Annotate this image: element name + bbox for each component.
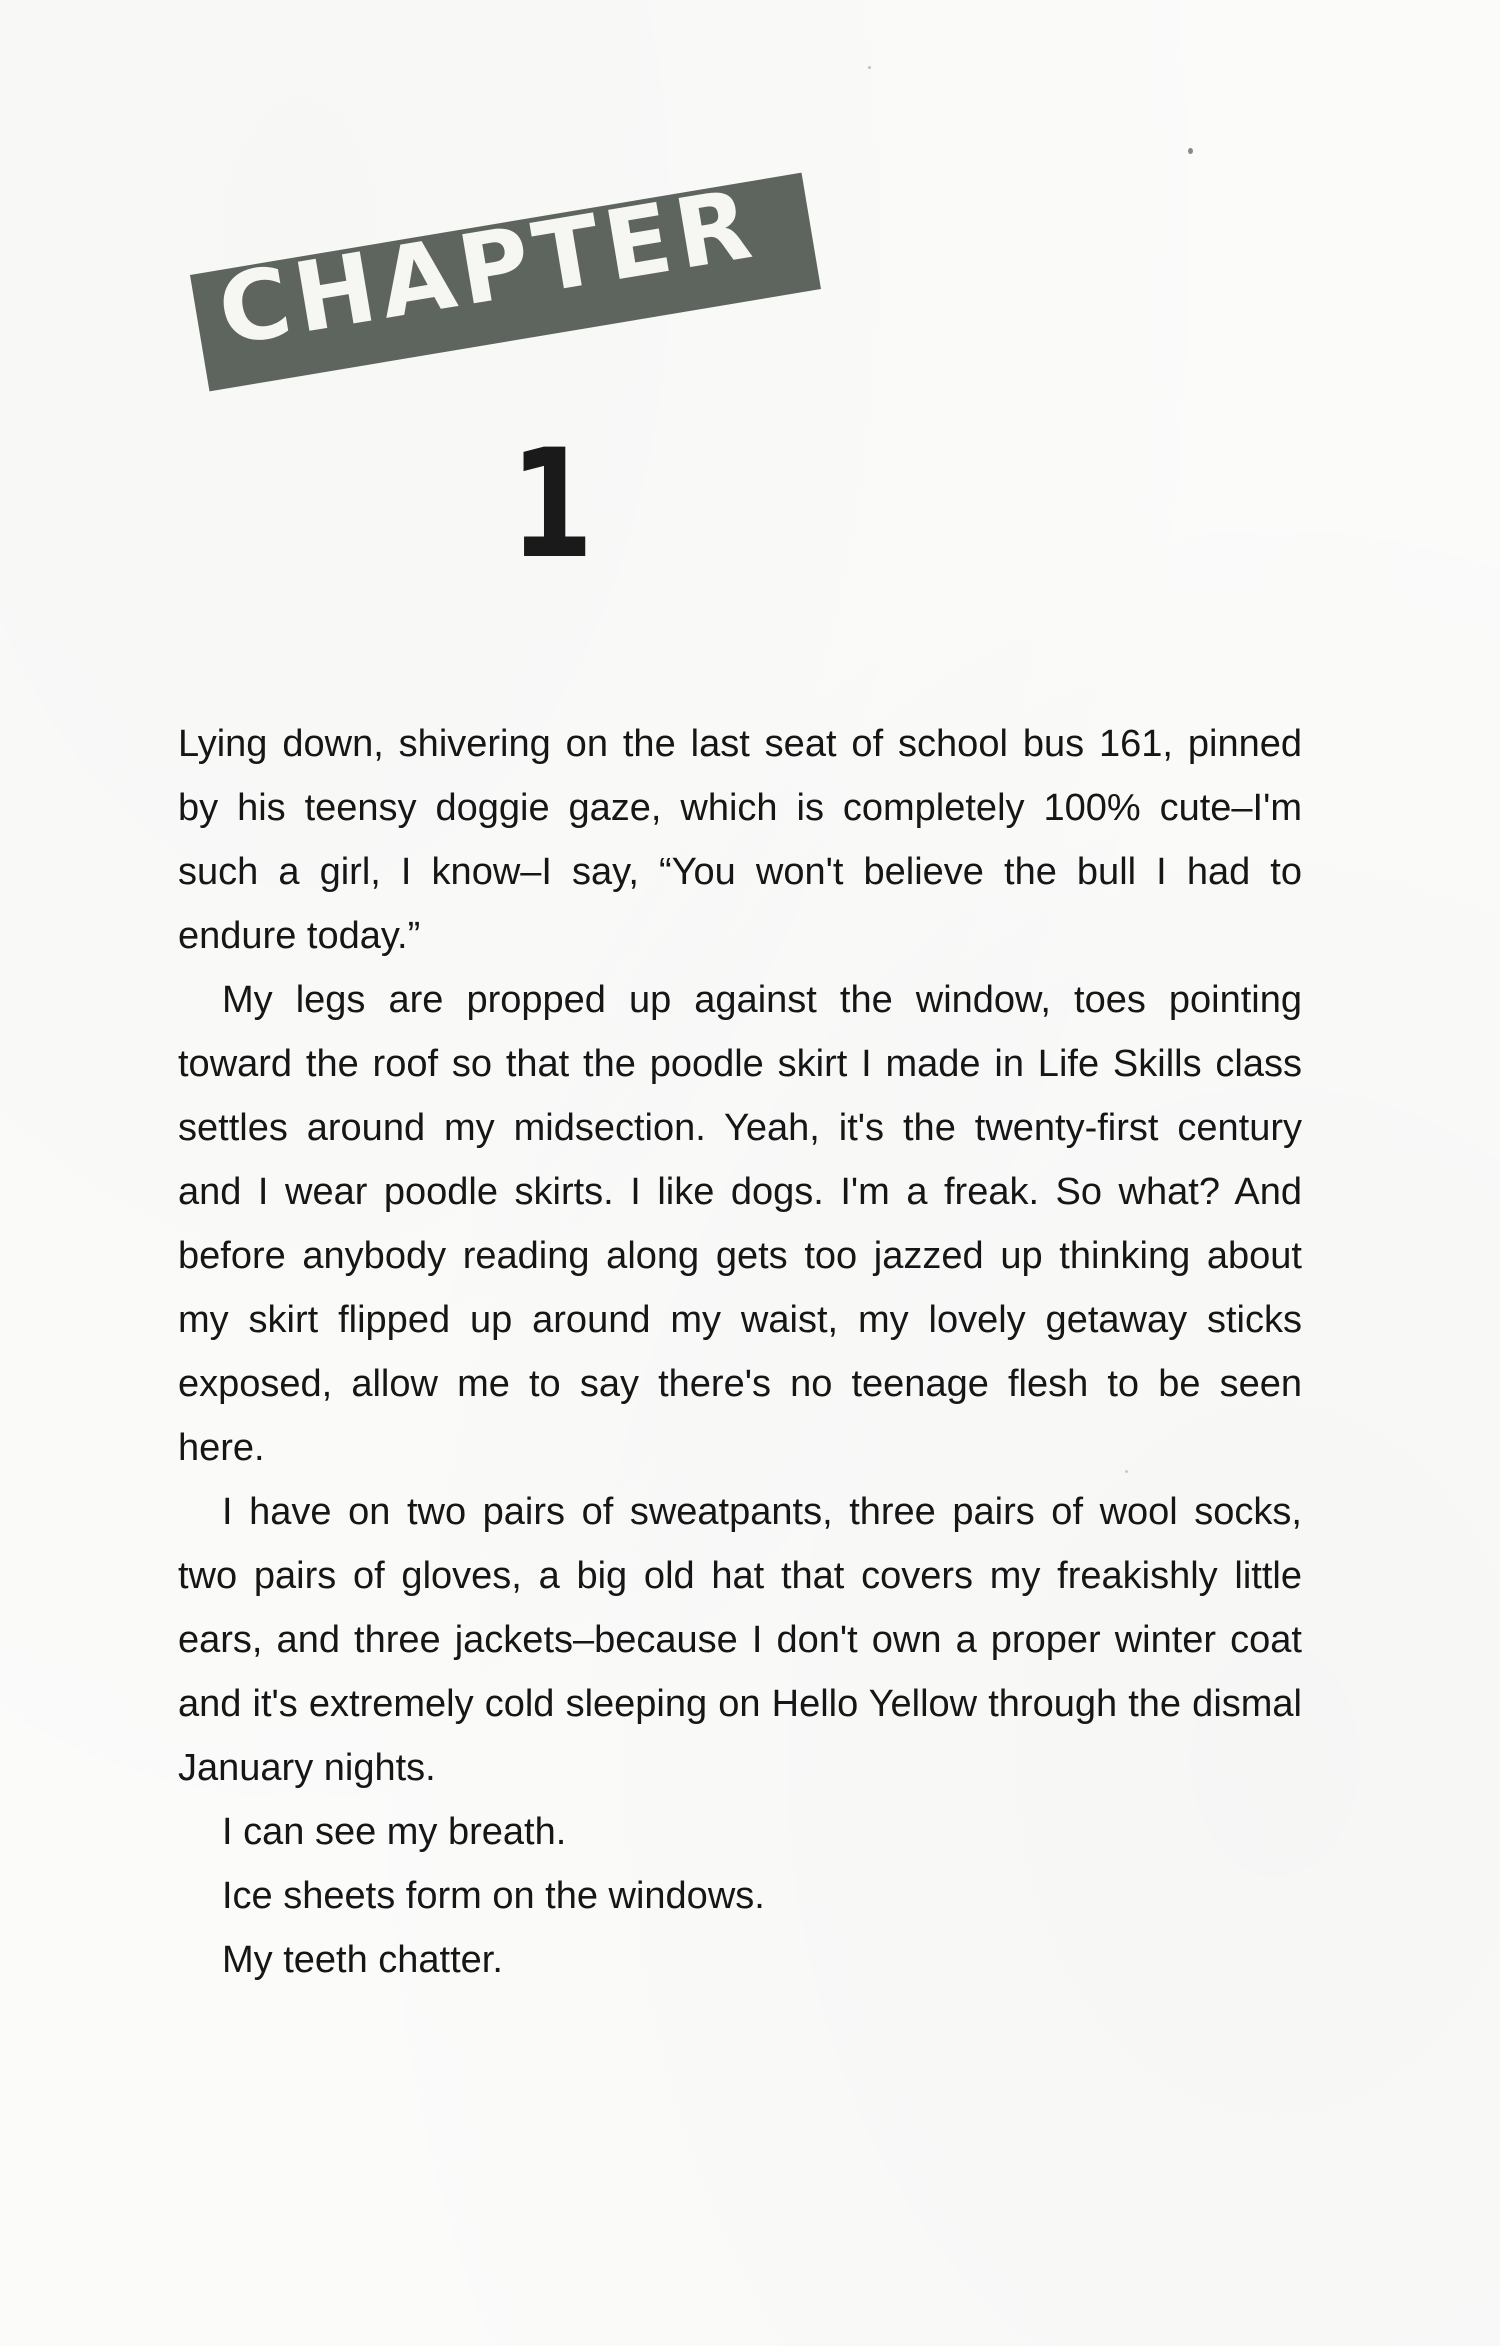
chapter-number: 1: [510, 418, 594, 592]
paragraph: My legs are propped up against the window, toes pointing toward the roof so that the poodle skirt I made in Life Skills class settles around my midsection. Yeah, it's the twenty-first century and I wear poodle skirts. I like dogs. I'm a freak. So what? And before anybody reading along gets too jazzed up thinking about my skirt flipped up around my waist, my lovely getaway sticks exposed, allow me to say there's no teenage flesh to be seen here.: [178, 979, 1302, 1469]
paragraph: Ice sheets form on the windows.: [222, 1875, 765, 1917]
paragraph: I have on two pairs of sweatpants, three pairs of wool socks, two pairs of gloves, a big old hat that covers my freakishly little ears, and three jackets–because I don't own a proper winter coat and it's extremely cold sleeping on Hello Yellow through the dismal January nights.: [178, 1491, 1302, 1789]
dust-speck: [868, 66, 871, 69]
chapter-body: [178, 712, 1302, 1992]
paragraph: I can see my breath.: [222, 1811, 567, 1853]
chapter-label: CHAPTER: [210, 167, 765, 368]
dust-speck: [1188, 148, 1193, 154]
paragraph: Lying down, shivering on the last seat of school bus 161, pinned by his teensy doggie gaze, which is completely 100% cute–I'm such a girl, I know–I say, “You won't believe the bull I had to endure today.”: [178, 723, 1302, 957]
paragraph: My teeth chatter.: [222, 1939, 503, 1981]
